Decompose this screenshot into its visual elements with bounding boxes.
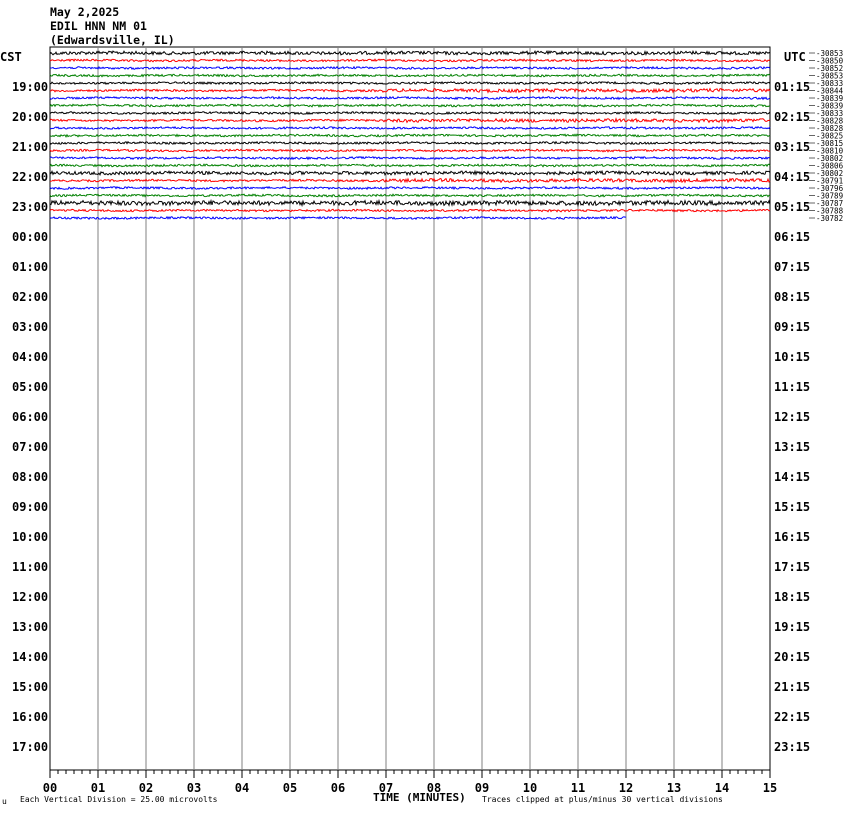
trace-offset-labels [809, 49, 844, 223]
right-hour-label: 11:15 [774, 380, 811, 394]
left-hour-label: 14:00 [12, 650, 49, 664]
seismic-trace [50, 157, 770, 160]
right-hour-label: 09:15 [774, 320, 811, 334]
left-hour-label: 10:00 [12, 530, 49, 544]
left-hour-label: 16:00 [12, 710, 49, 724]
right-hour-label: 17:15 [774, 560, 811, 574]
trace-offset-label: -30839 [816, 94, 844, 103]
x-tick-label: 07 [378, 781, 394, 795]
corner-mark: u [2, 797, 7, 806]
trace-offset-label: -30853 [816, 71, 844, 81]
left-hour-label: 01:00 [12, 260, 49, 274]
right-hour-label: 22:15 [774, 710, 811, 724]
left-timezone-label: CST [0, 50, 22, 64]
right-hour-label: 02:15 [774, 110, 811, 124]
trace-offset-label: -30810 [816, 146, 844, 156]
left-hour-label: 20:00 [12, 110, 49, 124]
right-hour-label: 06:15 [774, 230, 811, 244]
x-axis-title: TIME (MINUTES) [373, 791, 466, 804]
plot-frame [50, 47, 770, 770]
right-hour-label: 10:15 [774, 350, 811, 364]
left-hour-label: 12:00 [12, 590, 49, 604]
seismic-trace [50, 119, 770, 123]
left-hour-label: 09:00 [12, 500, 49, 514]
x-tick-label: 10 [522, 781, 538, 795]
right-hour-label: 14:15 [774, 470, 811, 484]
right-hour-label: 07:15 [774, 260, 811, 274]
trace-offset-label: -30796 [816, 184, 844, 193]
trace-offset-label: -30844 [816, 86, 844, 96]
date-label: May 2,2025 [50, 5, 120, 19]
trace-offset-label: -30853 [816, 49, 844, 58]
trace-offset-label: -30787 [816, 199, 844, 208]
left-hour-label: 06:00 [12, 410, 49, 424]
left-hour-label: 03:00 [12, 320, 49, 334]
trace-offset-label: -30839 [816, 101, 844, 111]
x-tick-label: 01 [90, 781, 106, 795]
x-tick-label: 08 [426, 781, 442, 795]
trace-offset-label: -30806 [816, 161, 844, 171]
seismic-trace [50, 194, 770, 197]
left-hour-label: 17:00 [12, 740, 49, 754]
right-hour-label: 05:15 [774, 200, 811, 214]
left-hour-label: 07:00 [12, 440, 49, 454]
trace-offset-label: -30833 [816, 109, 844, 118]
x-tick-label: 05 [282, 781, 298, 795]
x-tick-label: 03 [186, 781, 202, 795]
trace-offset-label: -30788 [816, 206, 844, 216]
right-hour-label: 20:15 [774, 650, 811, 664]
x-tick-label: 09 [474, 781, 490, 795]
minute-gridlines [50, 47, 770, 770]
left-hour-label: 22:00 [12, 170, 49, 184]
left-hour-label: 04:00 [12, 350, 49, 364]
left-hour-label: 21:00 [12, 140, 49, 154]
right-hour-label: 08:15 [774, 290, 811, 304]
seismic-trace [50, 89, 770, 93]
x-tick-label: 06 [330, 781, 346, 795]
left-hour-label: 13:00 [12, 620, 49, 634]
trace-offset-label: -30825 [816, 131, 844, 141]
location-label: (Edwardsville, IL) [50, 33, 175, 47]
left-hour-label: 19:00 [12, 80, 49, 94]
seismic-trace [50, 171, 770, 175]
seismic-trace [50, 59, 770, 62]
x-tick-label: 11 [570, 781, 586, 795]
right-hour-label: 13:15 [774, 440, 811, 454]
station-label: EDIL HNN NM 01 [50, 19, 147, 33]
trace-offset-label: -30850 [816, 56, 844, 66]
right-hour-label: 18:15 [774, 590, 811, 604]
left-hour-label: 23:00 [12, 200, 49, 214]
seismic-trace [50, 82, 770, 85]
right-hour-label: 23:15 [774, 740, 811, 754]
x-tick-label: 14 [714, 781, 730, 795]
seismic-trace [50, 149, 770, 152]
right-hour-label: 12:15 [774, 410, 811, 424]
seismic-trace [50, 187, 770, 190]
seismic-trace [50, 201, 770, 206]
seismic-trace [50, 104, 770, 107]
trace-offset-label: -30815 [816, 139, 844, 148]
left-hour-label: 08:00 [12, 470, 49, 484]
left-hour-label: 05:00 [12, 380, 49, 394]
right-hour-label: 19:15 [774, 620, 811, 634]
seismic-trace [50, 179, 770, 183]
right-timezone-label: UTC [784, 50, 806, 64]
scale-note: Each Vertical Division = 25.00 microvolts [20, 795, 218, 804]
seismic-traces [50, 51, 770, 219]
trace-offset-label: -30791 [816, 176, 844, 186]
x-tick-label: 04 [234, 781, 250, 795]
x-tick-label: 02 [138, 781, 154, 795]
clip-note: Traces clipped at plus/minus 30 vertical divisions [482, 795, 723, 804]
seismic-trace [50, 164, 770, 167]
trace-offset-label: -30782 [816, 214, 844, 223]
trace-offset-label: -30828 [816, 124, 844, 133]
right-hour-label: 03:15 [774, 140, 811, 154]
trace-offset-label: -30828 [816, 116, 844, 126]
seismic-trace [50, 134, 770, 137]
trace-offset-label: -30789 [816, 191, 844, 201]
seismic-trace [50, 112, 770, 115]
seismic-trace [50, 127, 770, 130]
right-hour-label: 01:15 [774, 80, 811, 94]
trace-offset-label: -30852 [816, 64, 844, 73]
right-hour-label: 15:15 [774, 500, 811, 514]
right-hour-label: 04:15 [774, 170, 811, 184]
trace-offset-label: -30802 [816, 169, 844, 178]
left-hour-label: 11:00 [12, 560, 49, 574]
x-tick-label: 13 [666, 781, 682, 795]
trace-offset-label: -30802 [816, 154, 844, 163]
x-tick-label: 15 [762, 781, 778, 795]
seismic-trace [50, 51, 770, 55]
right-hour-label: 21:15 [774, 680, 811, 694]
left-hour-label: 02:00 [12, 290, 49, 304]
x-tick-label: 12 [618, 781, 634, 795]
trace-offset-label: -30833 [816, 79, 844, 88]
right-hour-label: 16:15 [774, 530, 811, 544]
seismic-trace [50, 142, 770, 145]
seismic-trace [50, 74, 770, 77]
seismic-trace [50, 97, 770, 100]
left-hour-label: 15:00 [12, 680, 49, 694]
seismic-trace [50, 67, 770, 70]
x-tick-label: 00 [42, 781, 58, 795]
left-hour-label: 00:00 [12, 230, 49, 244]
seismic-trace [50, 209, 770, 212]
